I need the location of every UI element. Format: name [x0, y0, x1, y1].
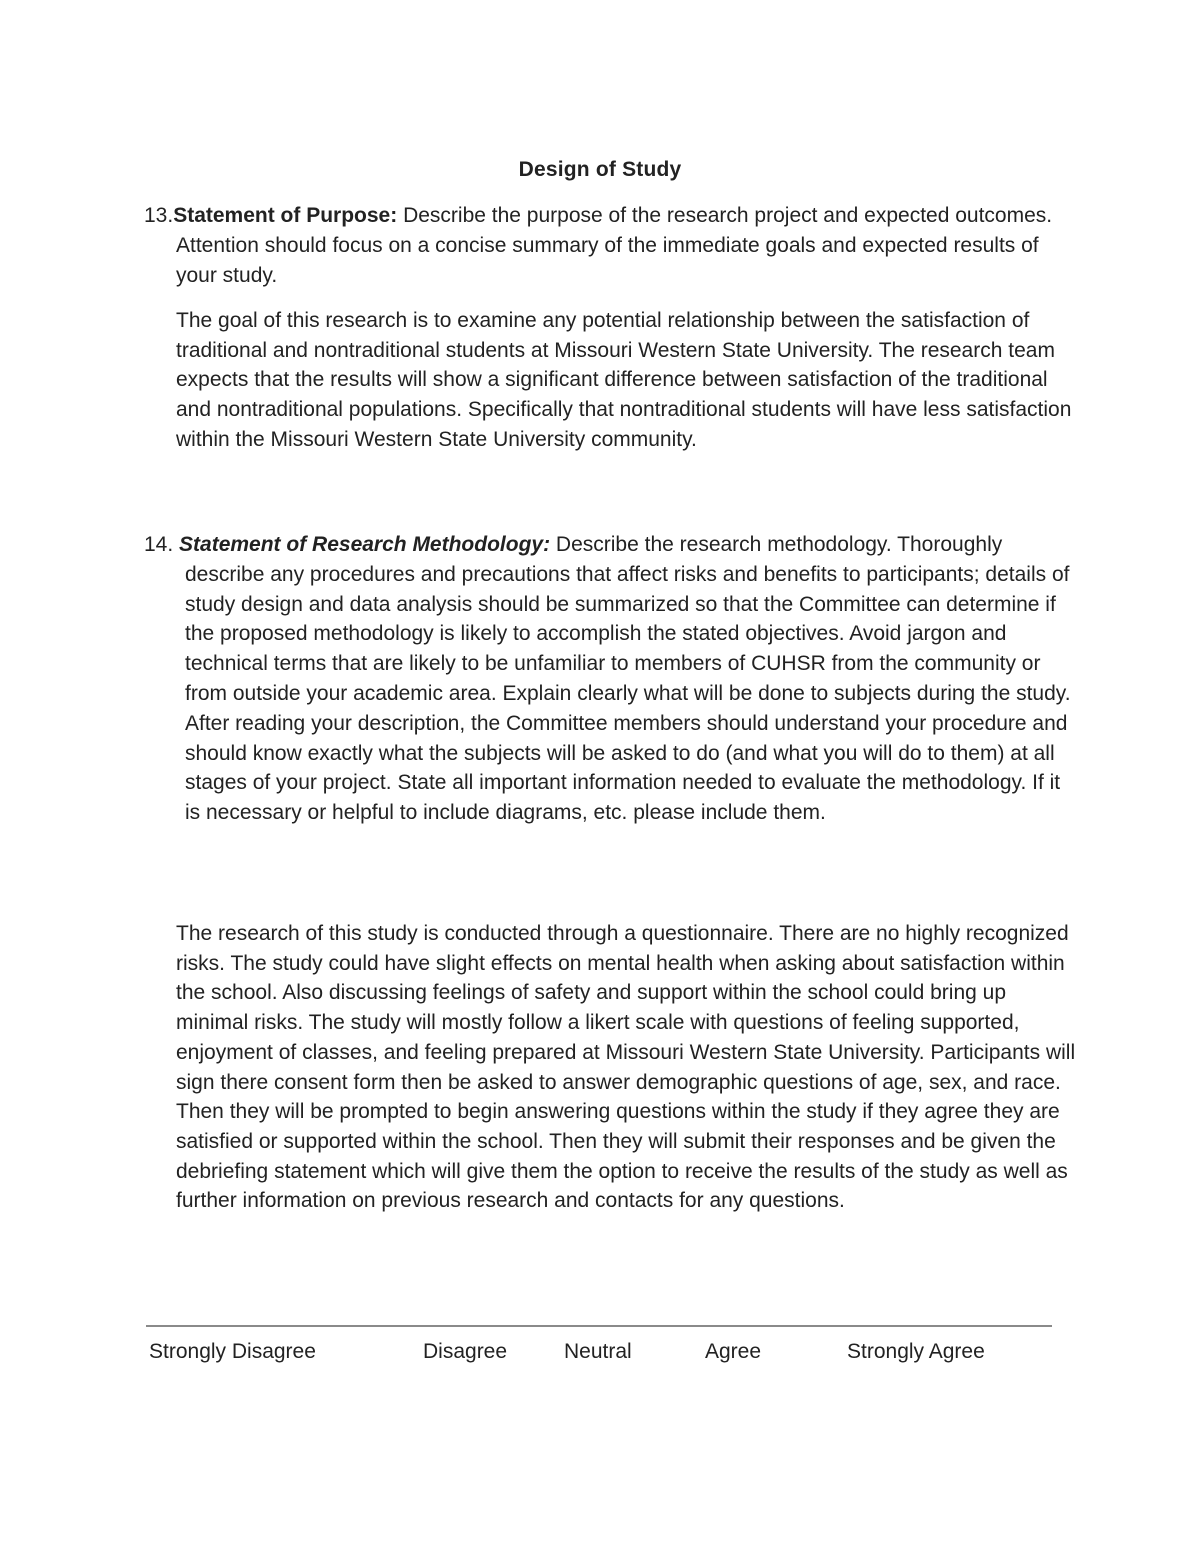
- scale-agree: Agree: [705, 1340, 762, 1363]
- item-14-heading: Statement of Research Methodology:: [179, 533, 551, 556]
- item-14-number: 14.: [144, 533, 180, 556]
- item-14-prompt: [144, 530, 1074, 828]
- item-13-prompt-text: Describe the purpose of the research project and expected outcomes. Attention should focus on a concise summary of the immediate goals and expected results of your study.: [176, 204, 1053, 287]
- item-14-prompt-text: Describe the research methodology. Thoroughly describe any procedures and precautions that affect risks and benefits to participants; details of study design and data analysis should be summarized so that the Committee can determine if the proposed methodology is likely to accomplish the stated objectives. Avoid jargon and technical terms that are likely to be unfamiliar to members of CUHSR from the community or from outside your academic area. Explain clearly what will be done to subjects during the study. After reading your description, the Committee members should understand your procedure and should know exactly what the subjects will be asked to do (and what you will do to them) at all stages of your project. State all important information needed to evaluate the methodology. If it is necessary or helpful to include diagrams, etc. please include them.: [185, 533, 1071, 825]
- item-13-answer: The goal of this research is to examine any potential relationship between the satisfaction of traditional and nontraditional students at Missouri Western State University. The research team expects that the results will show a significant difference between satisfaction of the traditional and nontraditional populations. Specifically that nontraditional students will have less satisfaction within the Missouri Western State University community.: [176, 309, 1072, 451]
- scale-neutral: Neutral: [564, 1340, 632, 1363]
- scale-divider: [146, 1325, 1052, 1327]
- item-13-number: 13.: [144, 204, 174, 227]
- item-13-prompt: [144, 201, 1074, 290]
- scale-disagree: Disagree: [423, 1340, 508, 1363]
- scale-strongly-disagree: Strongly Disagree: [149, 1340, 316, 1363]
- item-13: [144, 201, 1074, 290]
- item-13-heading: Statement of Purpose:: [173, 204, 398, 227]
- item-14-answer: The research of this study is conducted through a questionnaire. There are no highly recognized risks. The study could have slight effects on mental health when asking about satisfaction within the school. Also discussing feelings of safety and support within the school could bring up minimal risks. The study will mostly follow a likert scale with questions of feeling supported, enjoyment of classes, and feeling prepared at Missouri Western State University. Participants will sign there consent form then be asked to answer demographic questions of age, sex, and race. Then they will be prompted to begin answering questions within the study if they agree they are satisfied or supported within the school. Then they will submit their responses and be given the debriefing statement which will give them the option to receive the results of the study as well as further information on previous research and contacts for any questions.: [176, 922, 1076, 1213]
- page-title: Design of Study: [518, 158, 682, 181]
- scale-strongly-agree: Strongly Agree: [847, 1340, 985, 1363]
- item-14: [144, 530, 1074, 828]
